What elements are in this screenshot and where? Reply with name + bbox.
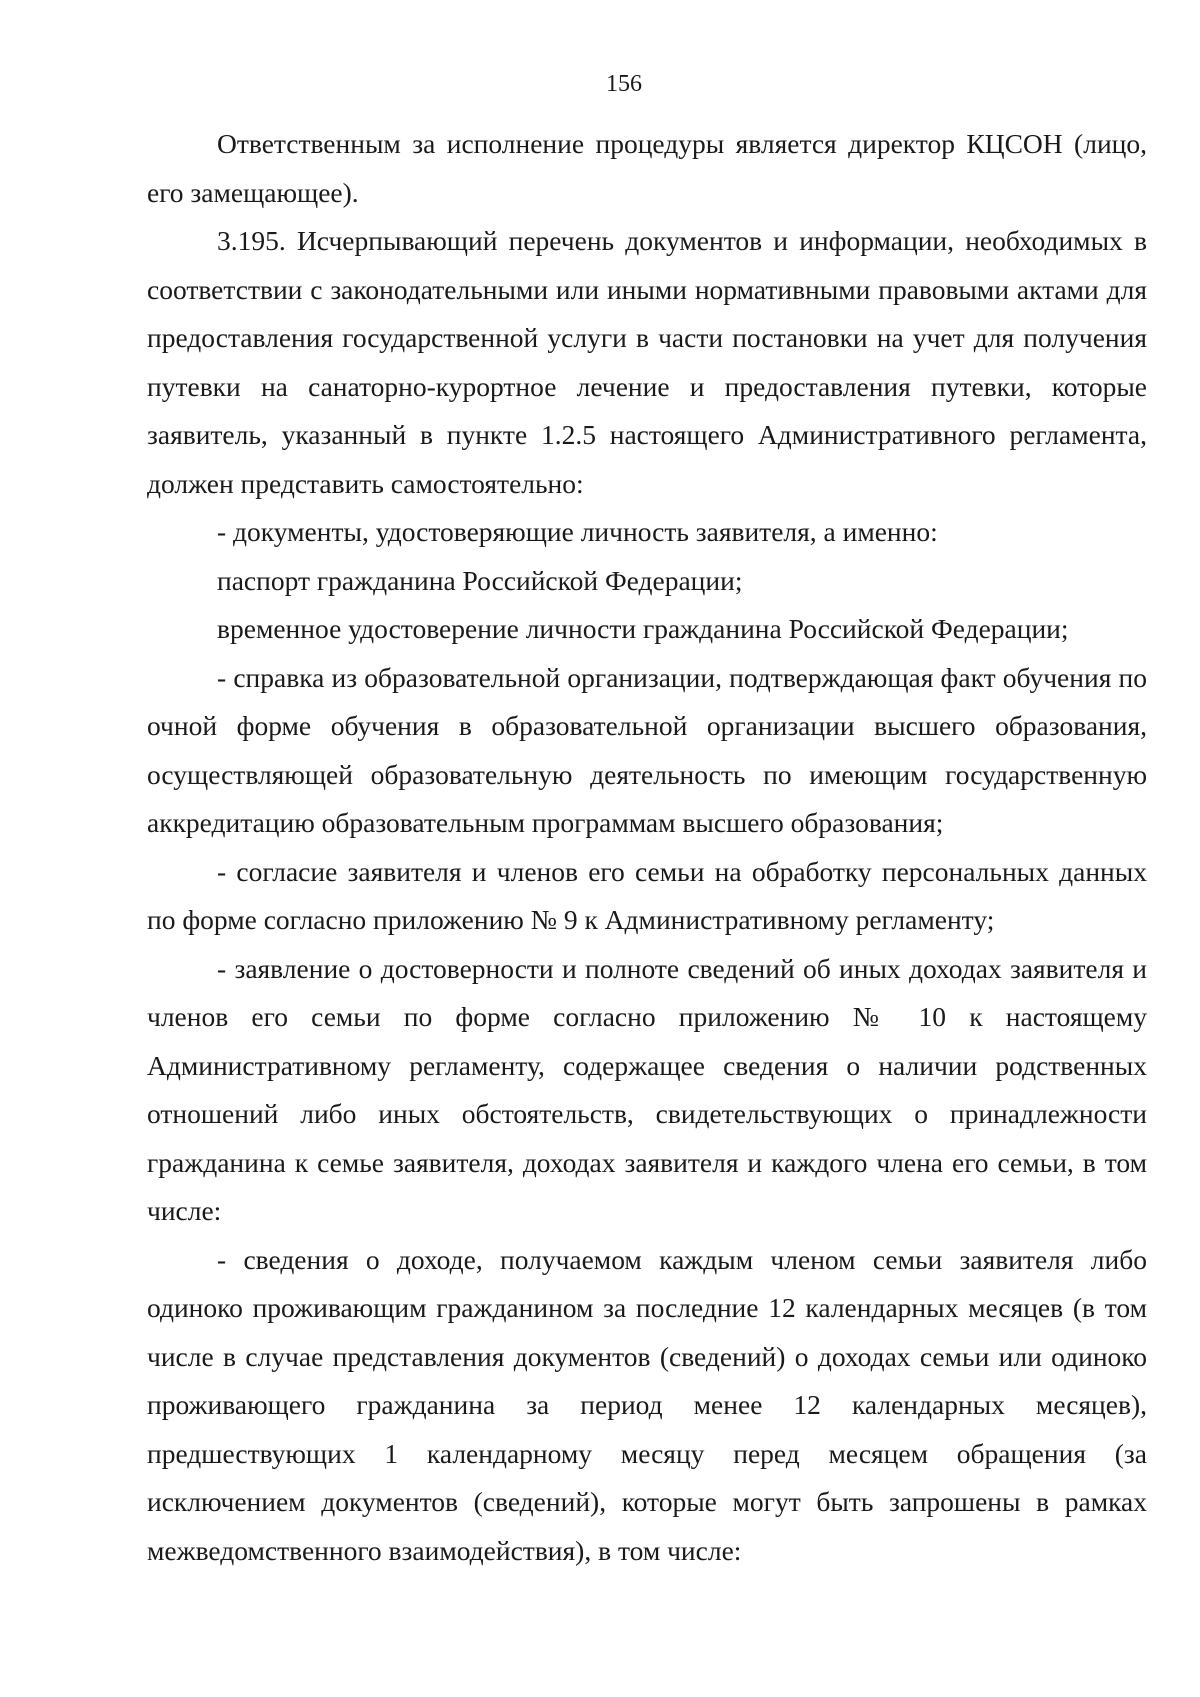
paragraph-3-195: 3.195. Исчерпывающий перечень документов и информации, необходимых в соответствии с законодательными или иными нормативными правовыми актами для предоставления государственной услуги в части постановки на учет для получения путевки на санаторно-курортное лечение и предоставления путевки, которые заявитель, указанный в пункте 1.2.5 настоящего Административного регламента, должен представить самостоятельно: <box>147 225 1147 499</box>
page-number: 156 <box>606 71 642 97</box>
list-item-passport: паспорт гражданина Российской Федерации; <box>217 564 743 596</box>
paragraph-responsible: Ответственным за исполнение процедуры является директор КЦСОН (лицо, его замещающее). <box>147 128 1147 208</box>
document-body <box>147 120 1147 1575</box>
list-item-personal-data-consent: - согласие заявителя и членов его семьи на обработку персональных данных по форме согласно приложению № 9 к Административному регламенту; <box>147 855 1147 935</box>
list-item-education-certificate: - справка из образовательной организации, подтверждающая факт обучения по очной форме обучения в образовательной организации высшего образования, осуществляющей образовательную деятельность по имеющим государственную аккредитацию образовательным программам высшего образования; <box>147 661 1147 838</box>
list-item-identity-documents: - документы, удостоверяющие личность заявителя, а именно: <box>217 516 938 547</box>
list-item-income-statement: - заявление о достоверности и полноте сведений об иных доходах заявителя и членов его семьи по форме согласно приложению № 10 к настоящему Административному регламенту, содержащее сведения о наличии родственных отношений либо иных обстоятельств, свидетельствующих о принадлежности гражданина к семье заявителя, доходах заявителя и каждого члена его семьи, в том числе: <box>147 952 1147 1226</box>
list-item-income-information: - сведения о доходе, получаемом каждым членом семьи заявителя либо одиноко проживающим гражданином за последние 12 календарных месяцев (в том числе в случае представления документов (сведений) о доходах семьи или одиноко проживающего гражданина за период менее 12 календарных месяцев), предшествующих 1 календарному месяцу перед месяцем обращения (за исключением документов (сведений), которые могут быть запрошены в рамках межведомственного взаимодействия), в том числе: <box>147 1243 1147 1566</box>
list-item-temporary-id: временное удостоверение личности гражданина Российской Федерации; <box>217 613 1069 644</box>
